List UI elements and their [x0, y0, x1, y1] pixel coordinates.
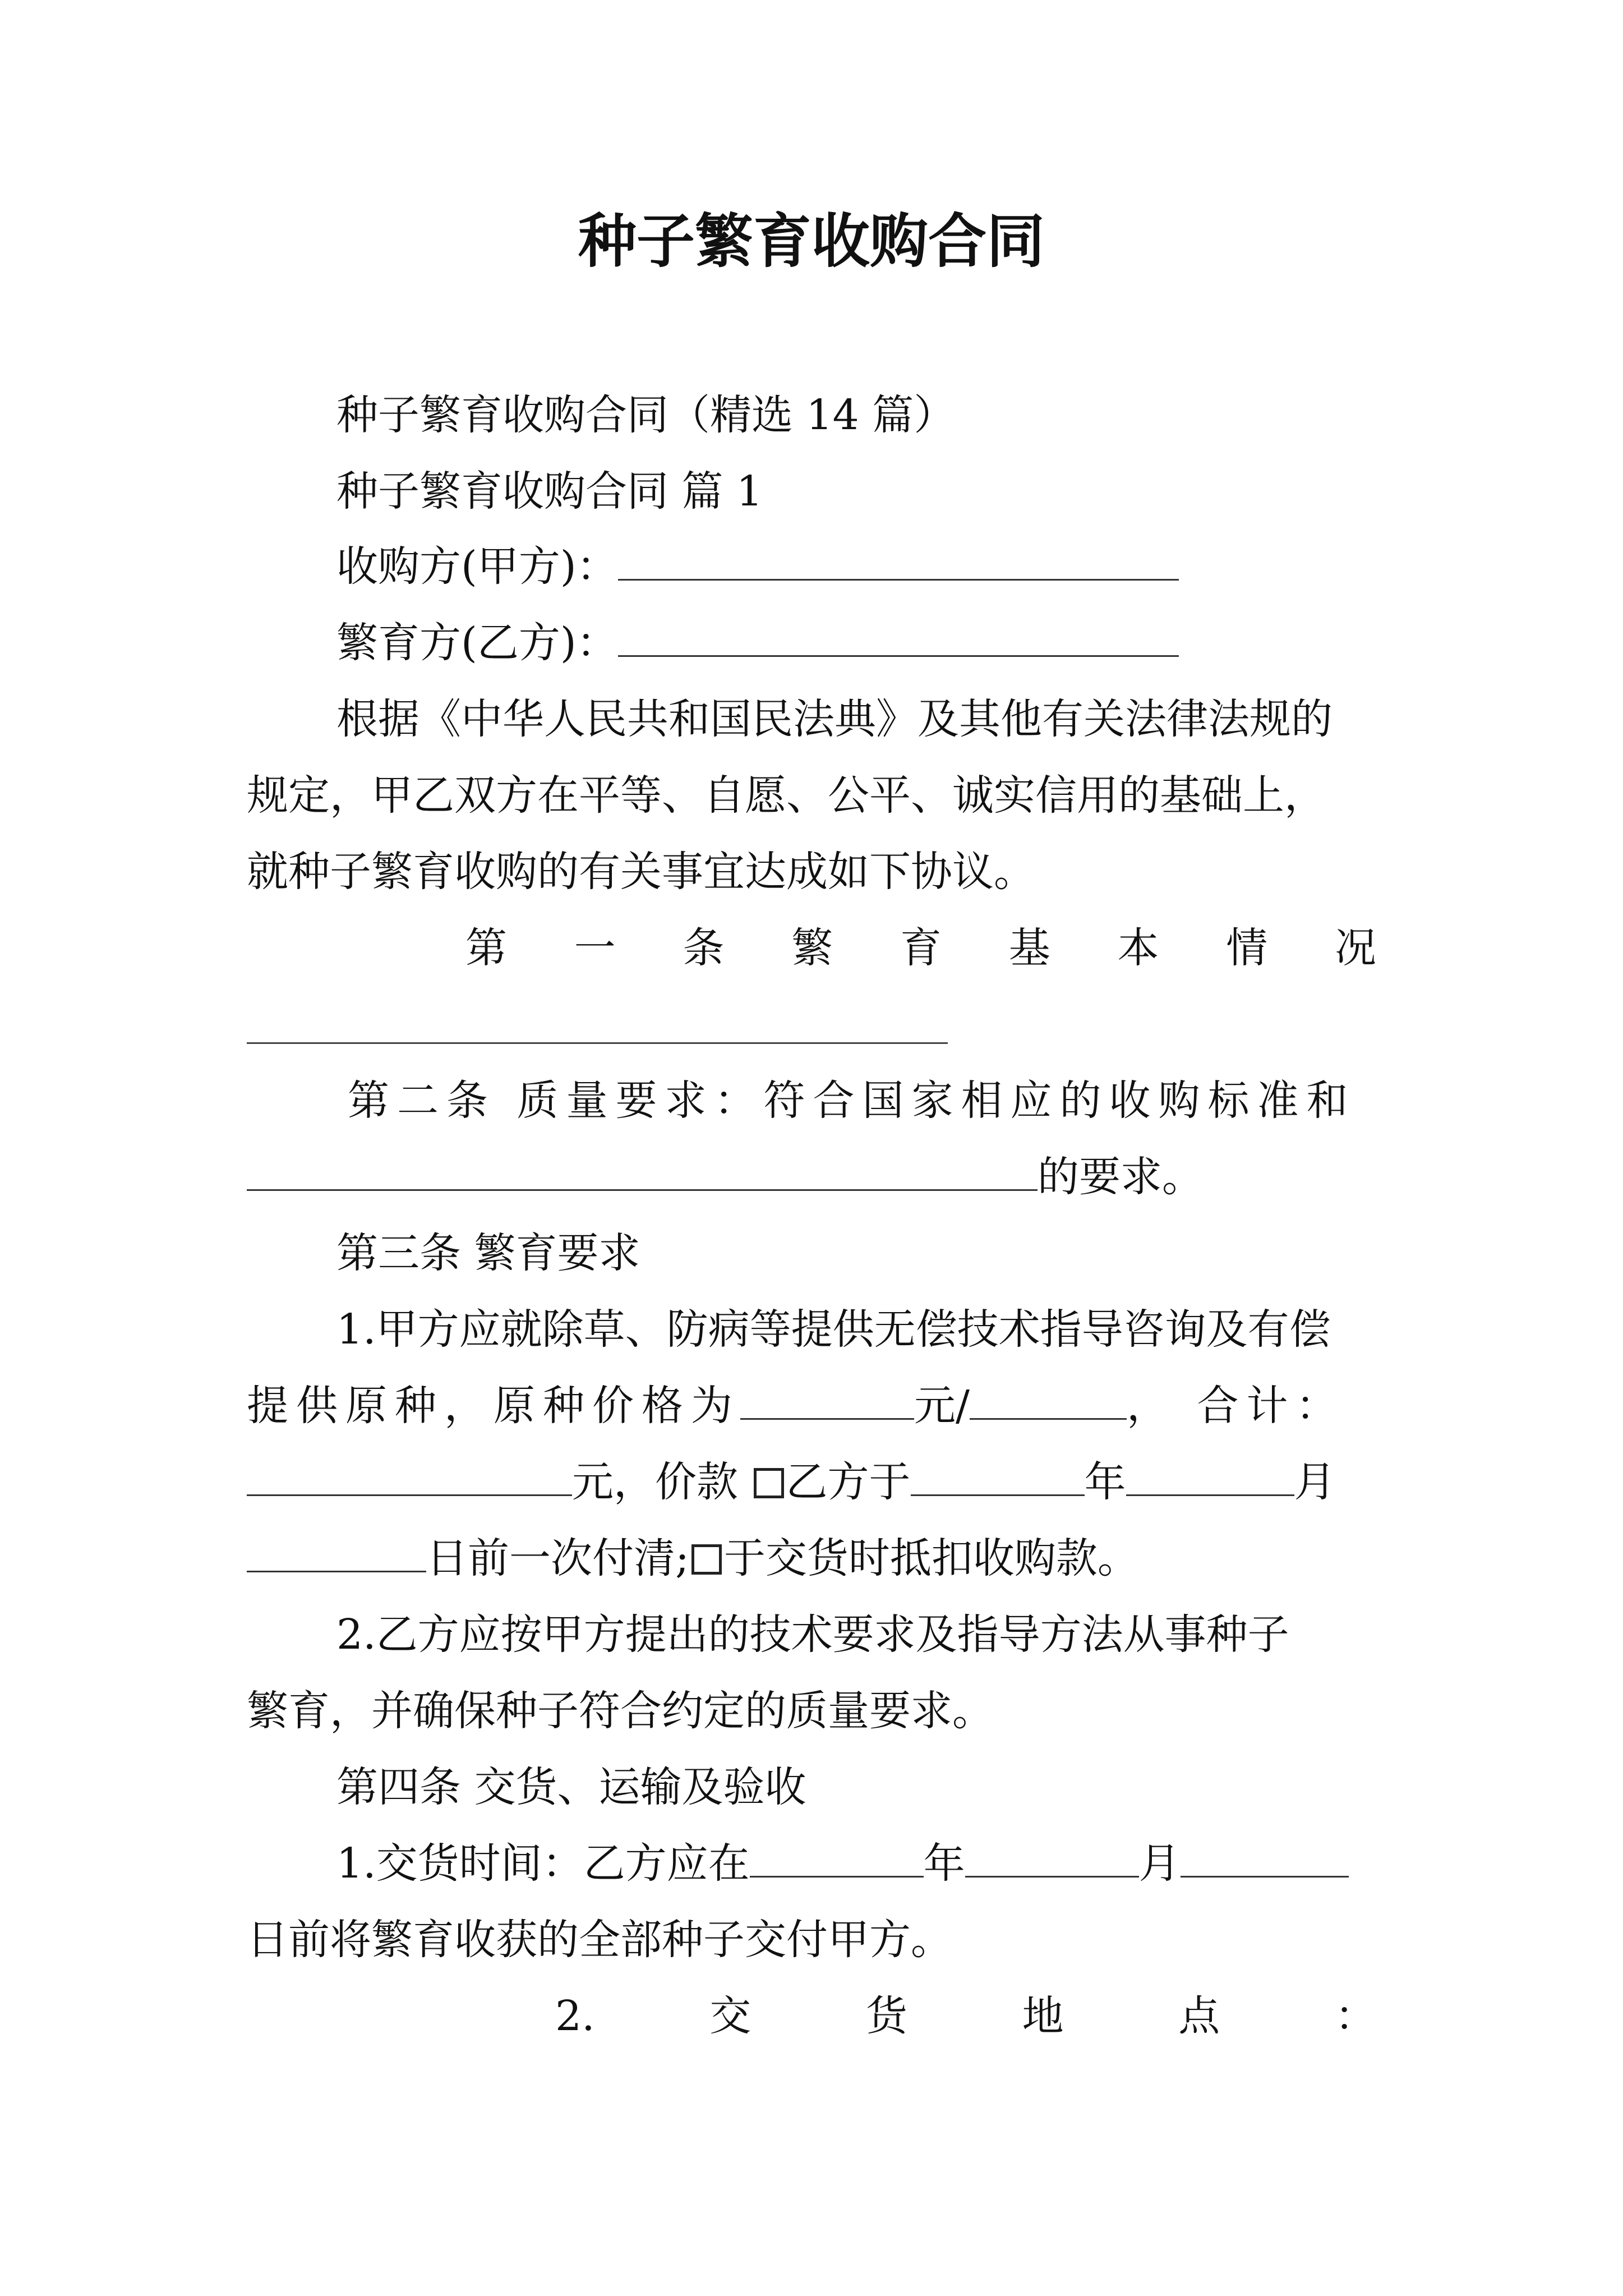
delivery-place-char: 地 [1022, 1992, 1064, 2040]
clause-4-item-1-line-2: 日前将繁育收获的全部种子交付甲方。 [247, 1916, 952, 1964]
price-blank [740, 1379, 914, 1420]
clause-4-item-2-line-1 [555, 1988, 1376, 2044]
clause-2-blank [247, 1150, 1038, 1191]
total-blank [247, 1455, 572, 1496]
delivery-month-label: 月 [1138, 1839, 1181, 1888]
delivery-day-blank [1181, 1837, 1349, 1878]
party-a-line [336, 539, 1376, 595]
clause-1-char: 繁 [791, 924, 833, 972]
year-blank [911, 1455, 1085, 1496]
clause-4-item-1-line-1 [336, 1835, 1376, 1892]
clause-1-blank [247, 1042, 948, 1044]
party-a-blank [618, 540, 1179, 581]
clause-1-char: 第 [465, 924, 507, 972]
year-label: 年 [1084, 1458, 1126, 1506]
intro-line-3: 就种子繁育收购的有关事宜达成如下协议。 [247, 848, 1035, 896]
document-title: 种子繁育收购合同 [578, 206, 1045, 275]
delivery-month-blank [965, 1837, 1139, 1878]
subtitle: 种子繁育收购合同（精选 14 篇） [336, 391, 956, 439]
clause-2-suffix: 的要求。 [1038, 1153, 1204, 1201]
clause-1-char: 育 [900, 924, 942, 972]
clause-1-char: 情 [1226, 924, 1268, 972]
delivery-time-label: 1.交货时间：乙方应在 [336, 1839, 750, 1888]
clause-4-heading: 第四条 交货、运输及验收 [336, 1763, 806, 1811]
party-b-blank [618, 616, 1179, 657]
price-label: 提供原种，原种价格为 [247, 1382, 740, 1430]
clause-1-char: 一 [574, 924, 616, 972]
party-b-line [336, 615, 1376, 671]
clause-3-item-2-line-1: 2.乙方应按甲方提出的技术要求及指导方法从事种子 [336, 1611, 1289, 1659]
party-a-label: 收购方(甲方)： [336, 542, 618, 591]
clause-1-heading [465, 920, 1376, 976]
clause-1-char: 条 [683, 924, 725, 972]
payment-label: 元，价款 [572, 1458, 738, 1506]
delivery-year-label: 年 [923, 1839, 965, 1888]
month-label: 月 [1294, 1458, 1336, 1506]
clause-1-char: 本 [1117, 924, 1159, 972]
delivery-place-char: 交 [709, 1992, 751, 2040]
intro-line-1: 根据《中华人民共和国民法典》及其他有关法律法规的 [336, 695, 1332, 743]
clause-1-char: 基 [1008, 924, 1050, 972]
clause-2-line-2 [247, 1149, 1376, 1205]
payment-deadline-label: 日前一次付清; [426, 1534, 689, 1582]
clause-3-item-1-line-1: 1.甲方应就除草、防病等提供无偿技术指导咨询及有偿 [336, 1305, 1331, 1354]
clause-1-char: 况 [1335, 924, 1376, 972]
clause-3-item-1-line-2 [247, 1378, 1376, 1434]
delivery-place-char: 2. [555, 1992, 595, 2040]
intro-line-2: 规定，甲乙双方在平等、自愿、公平、诚实信用的基础上， [247, 771, 1326, 820]
checkbox-icon[interactable] [754, 1468, 784, 1498]
article-heading: 种子繁育收购合同 篇 1 [336, 467, 763, 516]
clause-3-heading: 第三条 繁育要求 [336, 1229, 640, 1277]
month-blank [1126, 1455, 1294, 1496]
unit-blank [970, 1379, 1127, 1420]
payment-option-1-label: 乙方于 [786, 1458, 911, 1506]
delivery-place-char: ： [1334, 1992, 1376, 2040]
party-b-label: 繁育方(乙方)： [336, 619, 618, 667]
delivery-year-blank [750, 1837, 924, 1878]
delivery-place-char: 点 [1178, 1992, 1220, 2040]
checkbox-icon[interactable] [691, 1544, 722, 1575]
payment-option-2-label: 于交货时抵扣收购款。 [723, 1534, 1139, 1582]
total-label: ， 合计： [1126, 1382, 1345, 1430]
price-unit-label: 元/ [914, 1382, 970, 1430]
delivery-place-char: 货 [865, 1992, 907, 2040]
clause-2-line-1: 第二条 质量要求：符合国家相应的收购标准和 [348, 1076, 1356, 1125]
clause-3-item-1-line-3 [247, 1454, 1376, 1510]
clause-3-item-1-line-4 [247, 1530, 1376, 1586]
clause-3-item-2-line-2: 繁育，并确保种子符合约定的质量要求。 [247, 1687, 994, 1735]
day-blank [247, 1531, 426, 1572]
